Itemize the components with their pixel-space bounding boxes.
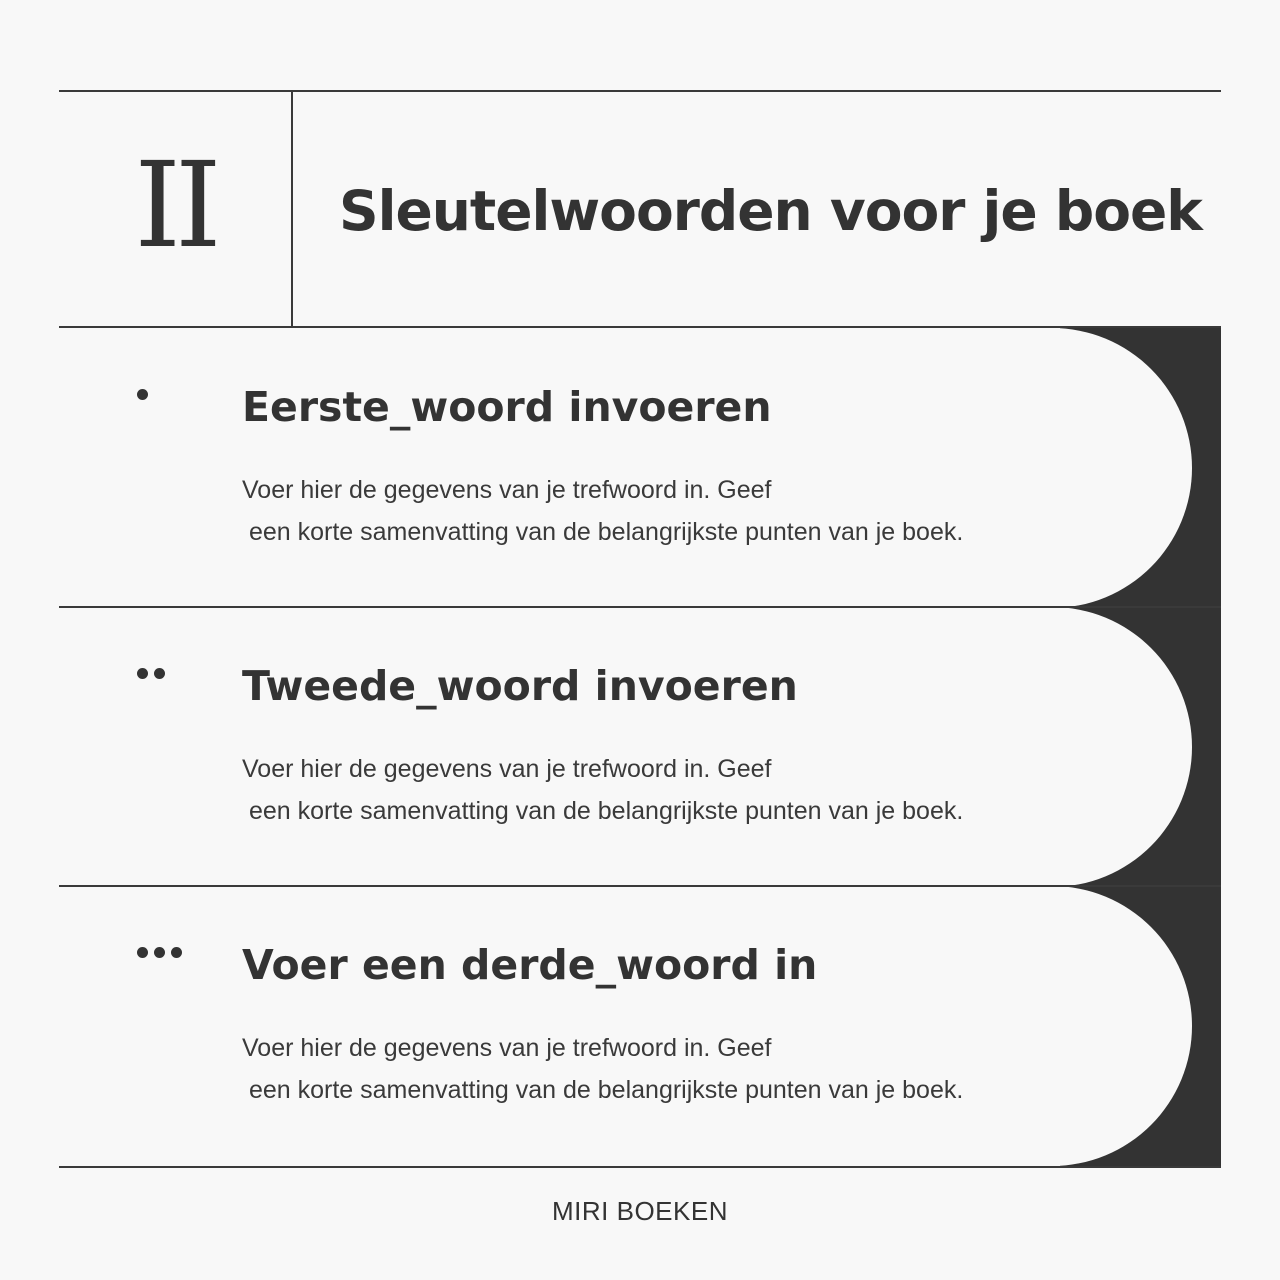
divider-rule-2 [59,885,1221,887]
item-title-3: Voer een derde_woord in [242,941,818,989]
bullet-dot [137,947,148,958]
bullet-dot [171,947,182,958]
bullet-marker-2 [137,668,165,680]
keyword-card-3 [59,886,1192,1166]
bullet-dot [154,947,165,958]
footer-brand: MIRI BOEKEN [552,1196,728,1226]
bullet-dot [137,389,148,400]
item-title-1: Eerste_woord invoeren [242,383,772,431]
keyword-card-1 [59,328,1192,608]
item-description-3-line-2: een korte samenvatting van de belangrijkste punten van je boek. [242,1076,964,1104]
item-description-1-line-1: Voer hier de gegevens van je trefwoord in. Geef [242,476,772,504]
bullet-dot [137,668,148,679]
item-description-2-line-1: Voer hier de gegevens van je trefwoord in. Geef [242,755,772,783]
bullet-dot [154,668,165,679]
header-bottom-rule [59,326,1221,328]
section-numeral: II [134,136,216,274]
bullet-marker-3 [137,947,182,959]
item-description-2-line-2: een korte samenvatting van de belangrijkste punten van je boek. [242,797,964,825]
item-description-3-line-1: Voer hier de gegevens van je trefwoord in. Geef [242,1034,772,1062]
bottom-rule [59,1166,1221,1168]
page-title: Sleutelwoorden voor je boek [339,179,1202,243]
bullet-marker-1 [137,389,148,401]
item-description-1-line-2: een korte samenvatting van de belangrijkste punten van je boek. [242,518,964,546]
item-title-2: Tweede_woord invoeren [242,662,798,710]
top-rule [59,90,1221,92]
keyword-card-2 [59,607,1192,887]
divider-rule-1 [59,606,1221,608]
header-divider [291,91,293,328]
